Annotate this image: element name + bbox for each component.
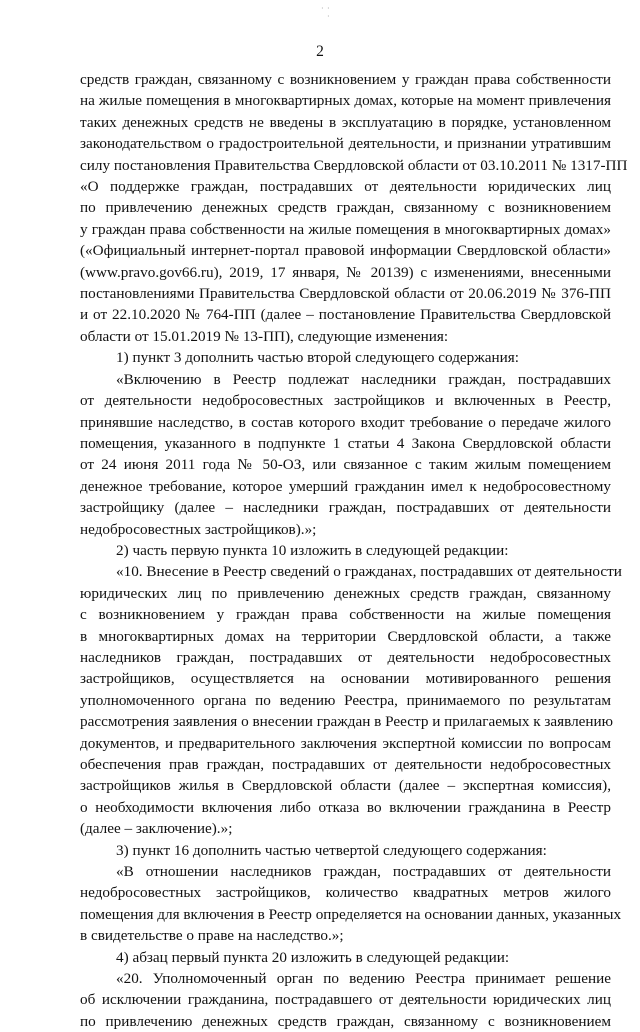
- text-line: в свидетельстве о праве на наследство.»;: [80, 927, 344, 945]
- text-line: постановлениями Правительства Свердловской области от 20.06.2019 № 376-ПП: [80, 285, 611, 303]
- text-line: и от 22.10.2020 № 764-ПП (далее – постановление Правительства Свердловской: [80, 306, 611, 324]
- scan-speck: ·: [327, 12, 330, 21]
- text-line: в многоквартирных домах на территории Свердловской области, а также: [80, 627, 611, 645]
- text-line: таких денежных средств не введены в эксплуатацию в порядке, установленном: [80, 113, 611, 131]
- text-line: от деятельности недобросовестных застройщиков и включенных в Реестр,: [80, 392, 611, 410]
- text-line: наследников граждан, пострадавших от деятельности недобросовестных: [80, 648, 611, 666]
- scan-speck: ·: [327, 4, 330, 13]
- text-line: «10. Внесение в Реестр сведений о гражданах, пострадавших от деятельности: [116, 563, 622, 581]
- text-line: об исключении гражданина, пострадавшего от деятельности юридических лиц: [80, 991, 611, 1009]
- text-line: застройщиков жилья в Свердловской области (далее – экспертная комиссия),: [80, 777, 611, 795]
- scan-speck: ·: [321, 4, 324, 13]
- text-line: помещения, указанного в подпункте 1 статьи 4 Закона Свердловской области: [80, 434, 611, 452]
- text-line: силу постановления Правительства Свердловской области от 03.10.2011 № 1317-ПП: [80, 156, 628, 174]
- text-line: на жилые помещения в многоквартирных домах, которые на момент привлечения: [80, 92, 611, 110]
- text-line: недобросовестных застройщиков, количество квадратных метров жилого: [80, 884, 611, 902]
- text-line: документов, и предварительного заключения экспертной комиссии по вопросам: [80, 734, 611, 752]
- text-line: «О поддержке граждан, пострадавших от деятельности юридических лиц: [80, 178, 611, 196]
- text-line: («Официальный интернет-портал правовой информации Свердловской области»: [80, 242, 611, 260]
- text-line: «20. Уполномоченный орган по ведению Реестра принимает решение: [116, 970, 611, 988]
- text-line: 4) абзац первый пункта 20 изложить в следующей редакции:: [116, 948, 510, 966]
- text-line: по привлечению денежных средств граждан, связанному с возникновением: [80, 1012, 611, 1030]
- document-body: [80, 69, 628, 1032]
- text-line: денежное требование, которое умерший гражданин имел к недобросовестному: [80, 477, 611, 495]
- text-line: у граждан права собственности на жилые помещения в многоквартирных домах»: [80, 220, 611, 238]
- text-line: рассмотрения заявления о внесении граждан в Реестр и прилагаемых к заявлению: [80, 713, 614, 731]
- text-line: юридических лиц по привлечению денежных средств граждан, связанному: [80, 584, 611, 602]
- text-line: от 24 июня 2011 года № 50-ОЗ, или связанное с таким жилым помещением: [80, 456, 611, 474]
- text-line: «Включению в Реестр подлежат наследники граждан, пострадавших: [116, 370, 611, 388]
- text-line: помещения для включения в Реестр определяется на основании данных, указанных: [80, 905, 622, 923]
- text-line: 1) пункт 3 дополнить частью второй следующего содержания:: [116, 349, 519, 367]
- text-line: с возникновением у граждан права собственности на жилые помещения: [80, 606, 611, 624]
- text-line: 2) часть первую пункта 10 изложить в следующей редакции:: [116, 541, 509, 559]
- text-line: «В отношении наследников граждан, пострадавших от деятельности: [116, 863, 611, 881]
- text-line: (далее – заключение).»;: [80, 820, 233, 838]
- text-line: средств граждан, связанному с возникновением у граждан права собственности: [80, 71, 611, 88]
- text-line: застройщику (далее – наследники граждан, пострадавших от деятельности: [80, 499, 611, 517]
- text-line: о необходимости включения либо отказа во включении гражданина в Реестр: [80, 798, 611, 816]
- text-line: области от 15.01.2019 № 13-ПП), следующие изменения:: [80, 327, 449, 345]
- text-line: законодательством о градостроительной деятельности, и признании утратившим: [80, 135, 611, 153]
- text-line: 3) пункт 16 дополнить частью четвертой следующего содержания:: [116, 841, 547, 859]
- text-line: по привлечению денежных средств граждан, связанному с возникновением: [80, 199, 611, 217]
- text-line: (www.pravo.gov66.ru), 2019, 17 января, № 20139) с изменениями, внесенными: [80, 263, 611, 281]
- text-line: уполномоченного органа по ведению Реестра, принимаемого по результатам: [80, 691, 611, 709]
- text-line: принявшие наследство, в состав которого входит требование о передаче жилого: [80, 413, 611, 431]
- text-line: недобросовестных застройщиков).»;: [80, 520, 317, 538]
- text-line: застройщиков, осуществляется на основании мотивированного решения: [80, 670, 611, 688]
- text-line: обеспечения прав граждан, пострадавших от деятельности недобросовестных: [80, 756, 611, 773]
- page-number: 2: [316, 43, 324, 60]
